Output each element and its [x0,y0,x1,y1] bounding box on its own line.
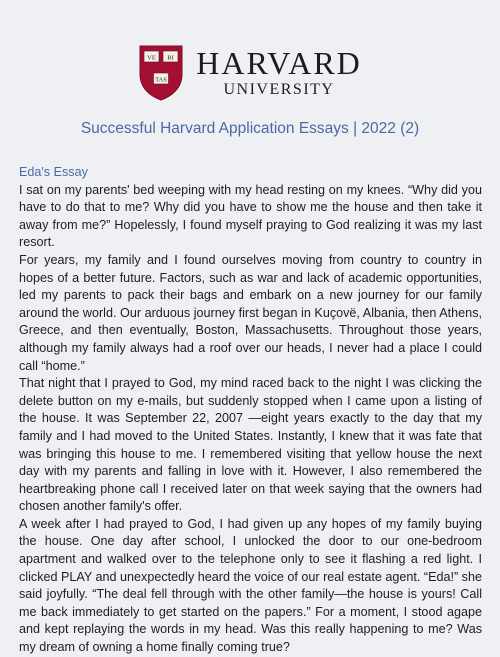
essay-paragraph: A week after I had prayed to God, I had given up any hopes of my family buying the house. One day after school, I unlocked the door to our one-bedroom apartment and walked over to the telephone only to see it flashing a red light. I clicked PLAY and unexpectedly heard the voice of our real estate agent. “Eda!” she said joyfully. “The deal fell through with the other family—the house is yours! Call me back immediately to get started on the papers.” For a moment, I stood agape and kept replaying the words in my head. Was this really happening to me? Was my dream of owning a home finally coming true? [19,516,482,655]
essay-body [19,164,482,657]
harvard-shield-icon [138,44,184,102]
logo-subname: UNIVERSITY [223,81,335,98]
harvard-logo [0,42,500,104]
shield-text-ri: RI [167,54,174,62]
logo-name: HARVARD [196,45,362,81]
shield-text-ve: VE [147,54,157,62]
essay-title: Eda's Essay [19,165,88,179]
shield-text-tas: TAS [155,76,168,84]
essay-paragraph: That night that I prayed to God, my mind raced back to the night I was clicking the delete button on my e-mails, but suddenly stopped when I came upon a listing of the house. It was September 22, 2007 —eight years exactly to the day that my family and I had moved to the United States. Instantly, I knew that it was fate that was bringing this house to me. I remembered visiting that yellow house the next day with my parents and falling in love with it. However, I also remembered the heartbreaking phone call I received later on that week saying that the owners had chosen another family's offer. [19,376,482,514]
essay-paragraph: For years, my family and I found ourselves moving from country to country in hopes of a better future. Factors, such as war and lack of academic opportunities, led my parents to pack their bags and embark on a new journey for our family around the world. Our arduous journey first began in Kuçovë, Albania, then Athens, Greece, and then eventually, Boston, Massachusetts. Throughout those years, although my family always had a roof over our heads, I never had a place I could call “home.” [19,252,482,373]
page-subtitle: Successful Harvard Application Essays | 2022 (2) [80,120,420,137]
harvard-wordmark [196,46,362,100]
essay-paragraph: I sat on my parents' bed weeping with my head resting on my knees. “Why did you have to do that to me? Why did you have to show me the house and then take it away from me?” Hopelessly, I found myself praying to God realizing it was my last resort. [19,182,482,250]
